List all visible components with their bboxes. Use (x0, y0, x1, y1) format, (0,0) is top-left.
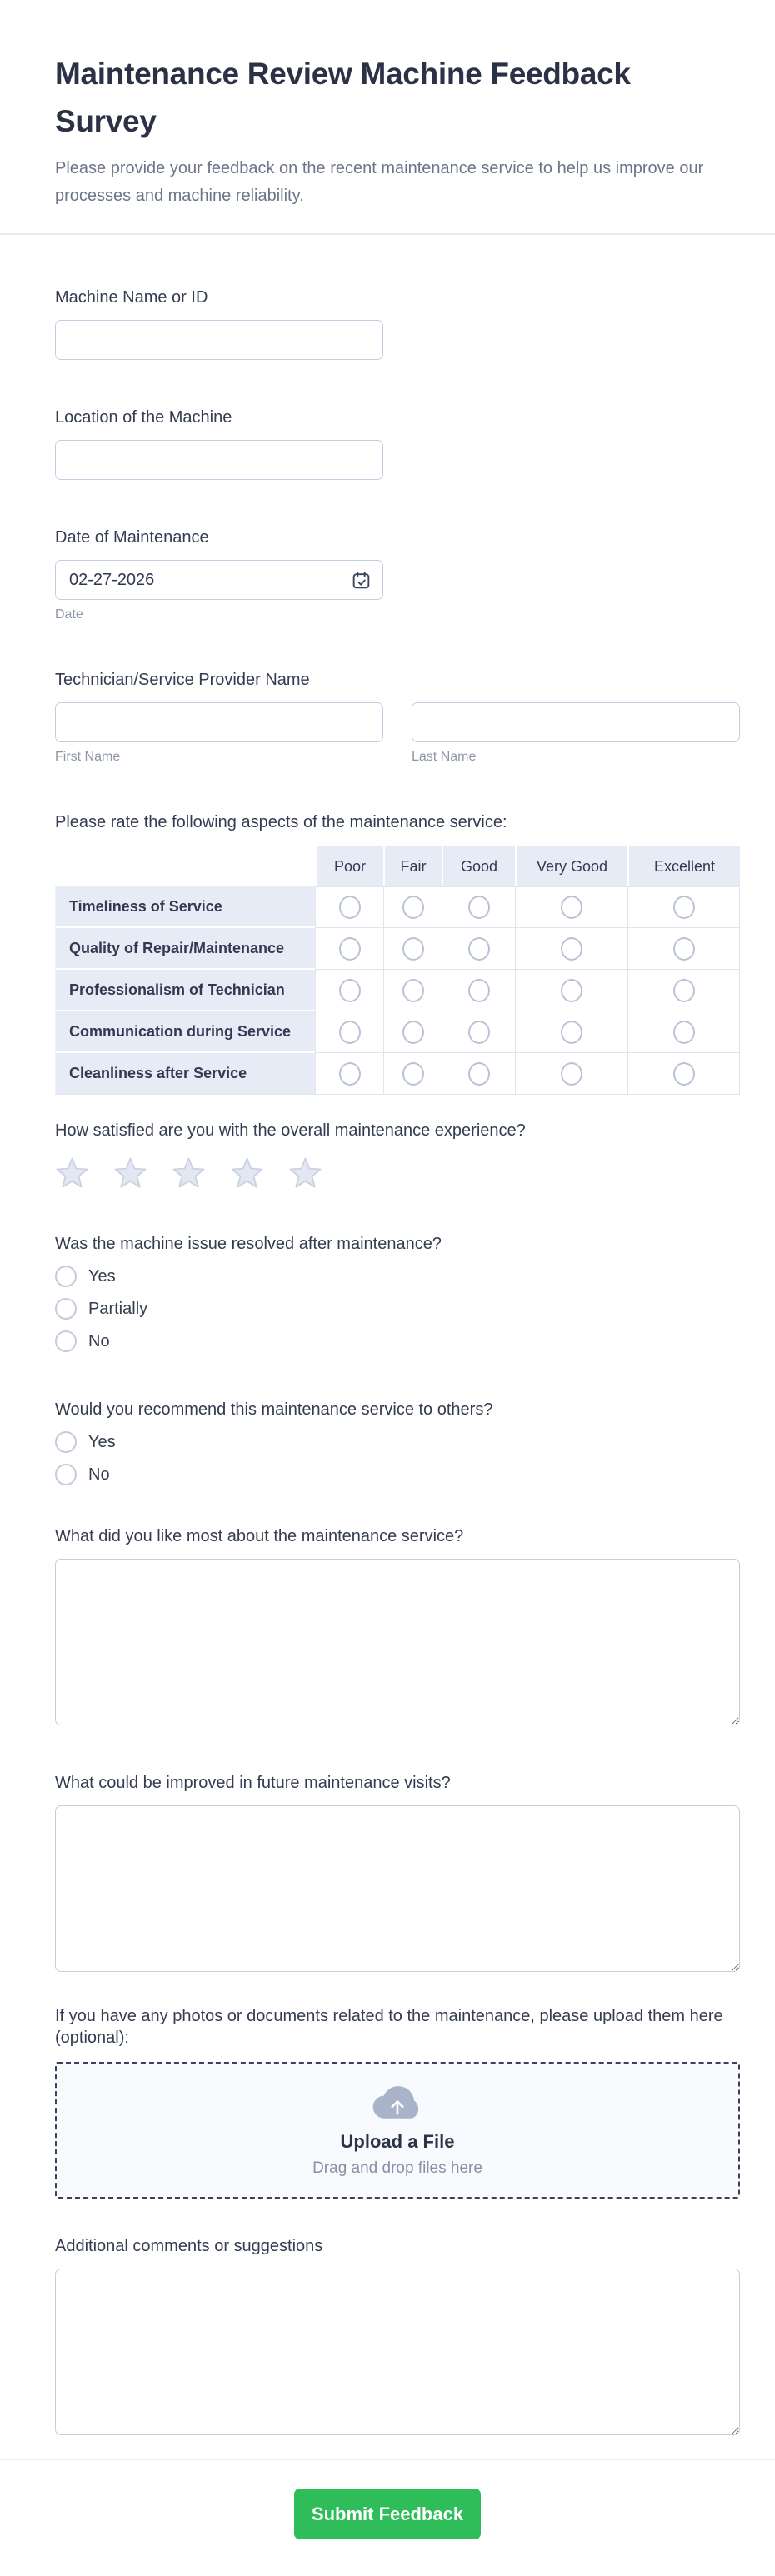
matrix-question-label: Please rate the following aspects of the maintenance service: (55, 813, 508, 831)
resolved-options (55, 1266, 740, 1352)
question-recommend (55, 1399, 740, 1485)
matrix-row-label: Cleanliness after Service (55, 1053, 315, 1095)
date-input[interactable] (55, 560, 383, 600)
matrix-radio[interactable] (339, 1062, 361, 1086)
first-name-input[interactable] (55, 702, 383, 742)
matrix-radio[interactable] (339, 937, 361, 961)
recommend-option-yes[interactable] (55, 1431, 740, 1453)
recommend-options (55, 1431, 740, 1485)
matrix-radio[interactable] (468, 937, 490, 961)
question-date (55, 527, 740, 622)
question-liked (55, 1525, 740, 1725)
matrix-radio[interactable] (339, 896, 361, 919)
improve-question-label: What could be improved in future maintenance visits? (55, 1774, 451, 1792)
question-machine-name (55, 287, 740, 360)
radio-icon[interactable] (55, 1431, 77, 1453)
file-upload-dropzone[interactable] (55, 2062, 740, 2199)
upload-question-label: If you have any photos or documents related to the maintenance, please upload them here (optional): (55, 2007, 723, 2047)
matrix-col-good: Good (442, 846, 515, 886)
star-icon[interactable] (172, 1156, 206, 1190)
star-icon[interactable] (230, 1156, 264, 1190)
resolved-option-partially[interactable] (55, 1298, 740, 1320)
radio-label: No (88, 1465, 110, 1484)
star-rating (55, 1156, 740, 1190)
resolved-option-yes[interactable] (55, 1266, 740, 1287)
location-label: Location of the Machine (55, 408, 232, 427)
location-input[interactable] (55, 440, 383, 480)
upload-title: Upload a File (340, 2131, 455, 2152)
rating-matrix-table (55, 846, 740, 1095)
matrix-radio[interactable] (561, 896, 582, 919)
radio-icon[interactable] (55, 1330, 77, 1352)
technician-label: Technician/Service Provider Name (55, 671, 310, 689)
radio-icon[interactable] (55, 1266, 77, 1287)
matrix-row-timeliness (55, 886, 740, 928)
question-satisfaction (55, 1120, 740, 1190)
matrix-radio[interactable] (561, 1021, 582, 1044)
recommend-option-no[interactable] (55, 1464, 740, 1485)
star-icon[interactable] (288, 1156, 322, 1190)
comments-label: Additional comments or suggestions (55, 2237, 323, 2255)
matrix-radio[interactable] (673, 937, 695, 961)
recommend-question-label: Would you recommend this maintenance service to others? (55, 1400, 493, 1419)
matrix-col-excellent: Excellent (628, 846, 740, 886)
first-name-sublabel: First Name (55, 750, 121, 764)
question-improve (55, 1772, 740, 1972)
liked-question-label: What did you like most about the maintenance service? (55, 1527, 464, 1545)
form-header (0, 0, 775, 235)
question-resolved (55, 1233, 740, 1352)
liked-textarea[interactable] (55, 1559, 740, 1725)
improve-textarea[interactable] (55, 1805, 740, 1972)
first-name-field (55, 702, 383, 765)
radio-label: Yes (88, 1266, 116, 1286)
matrix-radio[interactable] (468, 1062, 490, 1086)
question-upload (55, 2005, 740, 2199)
matrix-radio[interactable] (402, 1062, 424, 1086)
question-location (55, 407, 740, 480)
matrix-radio[interactable] (468, 979, 490, 1002)
machine-name-input[interactable] (55, 320, 383, 360)
star-icon[interactable] (55, 1156, 89, 1190)
matrix-radio[interactable] (468, 896, 490, 919)
satisfaction-question-label: How satisfied are you with the overall maintenance experience? (55, 1121, 526, 1140)
last-name-sublabel: Last Name (412, 750, 477, 764)
question-technician-name (55, 669, 740, 765)
radio-label: Partially (88, 1299, 148, 1318)
matrix-radio[interactable] (402, 896, 424, 919)
radio-icon[interactable] (55, 1298, 77, 1320)
resolved-question-label: Was the machine issue resolved after maintenance? (55, 1235, 442, 1253)
submit-feedback-button[interactable]: Submit Feedback (294, 2489, 481, 2539)
radio-label: Yes (88, 1432, 116, 1451)
matrix-radio[interactable] (673, 1062, 695, 1086)
matrix-row-label: Professionalism of Technician (55, 970, 315, 1011)
page-subtitle: Please provide your feedback on the recent maintenance service to help us improve our processes and machine reliability. (55, 159, 704, 205)
matrix-row-cleanliness (55, 1053, 740, 1095)
page-title: Maintenance Review Machine Feedback Survey (55, 57, 631, 138)
matrix-row-label: Quality of Repair/Maintenance (55, 928, 315, 970)
matrix-radio[interactable] (402, 937, 424, 961)
matrix-radio[interactable] (402, 979, 424, 1002)
matrix-radio[interactable] (561, 979, 582, 1002)
matrix-radio[interactable] (402, 1021, 424, 1044)
question-rating-matrix (55, 811, 740, 1095)
matrix-radio[interactable] (339, 979, 361, 1002)
matrix-radio[interactable] (468, 1021, 490, 1044)
matrix-row-communication (55, 1011, 740, 1053)
date-label: Date of Maintenance (55, 528, 209, 547)
matrix-row-professionalism (55, 970, 740, 1011)
form-body (0, 235, 775, 2435)
matrix-radio[interactable] (339, 1021, 361, 1044)
matrix-col-very-good: Very Good (515, 846, 628, 886)
matrix-col-fair: Fair (383, 846, 442, 886)
date-field (55, 560, 383, 600)
matrix-corner-cell (55, 846, 315, 886)
calendar-check-icon[interactable] (351, 570, 372, 591)
matrix-radio[interactable] (561, 1062, 582, 1086)
comments-textarea[interactable] (55, 2269, 740, 2435)
matrix-radio[interactable] (673, 1021, 695, 1044)
matrix-row-label: Communication during Service (55, 1011, 315, 1053)
matrix-radio[interactable] (673, 896, 695, 919)
technician-name-row (55, 702, 740, 765)
resolved-option-no[interactable] (55, 1330, 740, 1352)
last-name-field (412, 702, 740, 765)
matrix-radio[interactable] (673, 979, 695, 1002)
matrix-row-quality (55, 928, 740, 970)
upload-hint: Drag and drop files here (312, 2159, 482, 2177)
question-comments (55, 2235, 740, 2435)
matrix-header-row (55, 846, 740, 886)
upload-cloud-icon (370, 2083, 425, 2124)
matrix-col-poor: Poor (315, 846, 383, 886)
date-sublabel: Date (55, 607, 83, 622)
matrix-row-label: Timeliness of Service (55, 886, 315, 928)
last-name-input[interactable] (412, 702, 740, 742)
matrix-radio[interactable] (561, 937, 582, 961)
machine-name-label: Machine Name or ID (55, 288, 208, 307)
star-icon[interactable] (113, 1156, 148, 1190)
radio-label: No (88, 1331, 110, 1350)
form-footer (0, 2460, 775, 2576)
radio-icon[interactable] (55, 1464, 77, 1485)
